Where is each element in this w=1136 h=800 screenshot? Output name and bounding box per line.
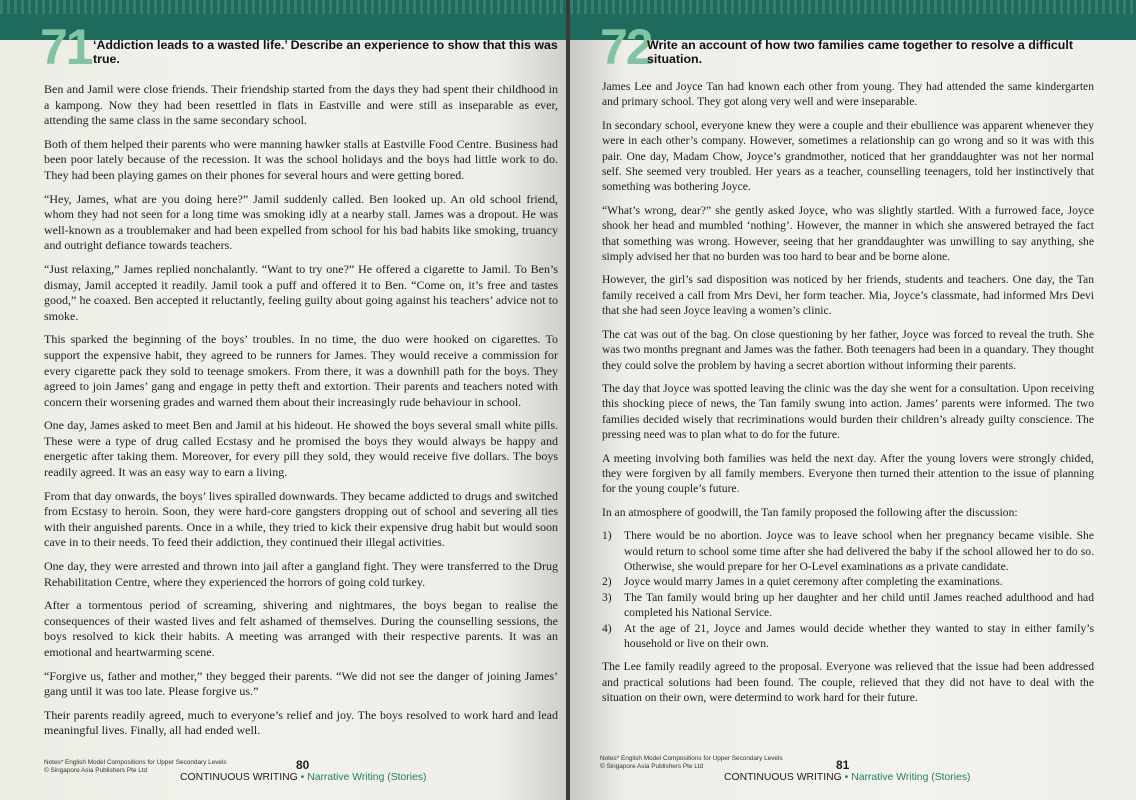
list-item-text: Joyce would marry James in a quiet ceremony after completing the examinations. [624,575,1003,589]
copyright-note: © Singapore Asia Publishers Pte Ltd [600,763,704,770]
section-bullet: • [300,772,305,783]
list-item [602,621,1094,652]
paragraph: Both of them helped their parents who were manning hawker stalls at Eastville Food Centre. Business had been poor lately because of the recession. It was the school holidays and the boys had little work to do. They had been playing games on their phones for several hours and were getting bored. [44,136,558,182]
paragraph: James Lee and Joyce Tan had known each other from young. They had attended the same kindergarten and primary school. They got along very well and were inseparable. [602,80,1094,109]
paragraph: “Forgive us, father and mother,” they begged their parents. “We did not see the danger of joining James’ gang until it was too late. Please forgive us.” [44,668,558,699]
section-sub: Narrative Writing (Stories) [851,772,971,783]
paragraph: Their parents readily agreed, much to everyone’s relief and joy. The boys resolved to work hard and lead meaningful lives. Finally, all had ended well. [44,707,558,738]
paragraph: After a tormentous period of screaming, shivering and nightmares, the boys began to realise the consequences of their wasted lives and felt ashamed of themselves. During the counselling sessions, the boys resolved to kick their habits. A meeting was arranged with their respective parents. It was an emotional and heartwarming scene. [44,598,558,659]
list-item [602,590,1094,621]
paragraph: In an atmosphere of goodwill, the Tan family proposed the following after the discussion: [602,505,1018,519]
list-marker: 1) [602,529,612,543]
paragraph: The cat was out of the bag. On close questioning by her father, Joyce was forced to reveal the truth. She was two months pregnant and James was the father. Both teenagers had been in a quandary. They thought they could solve the problem by having a secret abortion without informing their parents. [602,327,1094,372]
paragraph: “What’s wrong, dear?” she gently asked Joyce, who was slightly startled. With a furrowed face, Joyce shook her head and mumbled ‘nothing’. However, the manner in which she answered betrayed the fact that something was wrong. However, seeing that her granddaughter was unwilling to say anything, she simply advised her that no burden was too hard to bear and be borne alone. [602,203,1094,264]
paragraph: “Just relaxing,” James replied nonchalantly. “Want to try one?” He offered a cigarette to Jamil. To Ben’s dismay, Jamil accepted it readily. Jamil took a puff and offered it to Ben. “Come on, it’s free and tastes good,” he coaxed. Ben accepted it reluctantly, feeling guilty about going against his teachers’ advice not to smoke. [44,261,558,323]
composition-number: 72 [600,19,652,75]
list-item-text: There would be no abortion. Joyce was to leave school when her pregnancy became visible. She would return to school some time after she had delivered the baby if the school allowed her to do so. Otherwise, she would prepare for her O-Level examinations as a private candidate. [624,529,1094,573]
book-title-note: Notes* English Model Compositions for Upper Secondary Levels [44,759,227,766]
composition-body [602,79,1094,714]
paragraph: In secondary school, everyone knew they were a couple and their ebullience was apparent whenever they were in each other’s company. However, sometimes a relationship can go wrong and so it was with this pair. One day, Madam Chow, Joyce’s grandmother, noticed that her granddaughter was not her normal self. She seemed very troubled. Her years as a teacher, counselling teenagers, told her instinctively that something was bothering Joyce. [602,118,1094,194]
list-item [602,574,1094,589]
paragraph: The day that Joyce was spotted leaving the clinic was the day she went for a consultation. Upon receiving this shocking piece of news, the Tan family swung into action. James’ parents were informed. The two families decided wisely that recriminations would burden their children’s already guilty conscience. The pressing need was to plan what to do for the future. [602,381,1094,442]
paragraph: The Lee family readily agreed to the proposal. Everyone was relieved that the issue had been addressed and practical solutions had been found. The couple, relieved that they did not have to deal with the situation on their own, were determind to work hard for their future. [602,660,1094,705]
section-label [180,772,427,783]
composition-number: 71 [40,19,92,75]
proposal-list [602,528,1094,651]
section-main: CONTINUOUS WRITING [724,772,842,783]
paragraph: “Hey, James, what are you doing here?” Jamil suddenly called. Ben looked up. An old school friend, whom they had not seen for a long time was smoking idly at a nearby stall. James was a dropout. He was well-known as a troublemaker and had been expelled from school for his bad habits like smoking, truancy and outright defiance towards teachers. [44,191,558,253]
list-item [602,528,1094,574]
section-main: CONTINUOUS WRITING [180,772,298,783]
list-marker: 4) [602,621,612,635]
section-sub: Narrative Writing (Stories) [307,772,427,783]
list-marker: 2) [602,575,612,589]
header-band [570,0,1136,40]
left-page [0,0,566,800]
paragraph: However, the girl’s sad disposition was noticed by her friends, students and teachers. One day, the Tan family received a call from Mrs Devi, her form teacher. Mia, Joyce’s classmate, had informed Mrs Devi that she had seen Joyce leaving a women’s clinic. [602,273,1094,318]
composition-question: Write an account of how two families came together to resolve a difficult situation. [647,38,1073,66]
page-number: 80 [296,758,310,772]
paragraph: From that day onwards, the boys’ lives spiralled downwards. They became addicted to drugs and switched from Ecstasy to heroin. Soon, they were hard-core gangsters dropping out of school and severing all ties with their anguished parents. Once in a while, they tried to kick their expensive drug habit but would soon cave in to their needs. To feed their addiction, they continued their illegal activities. [44,488,558,550]
paragraph: A meeting involving both families was held the next day. After the young lovers were strongly chided, they were forgiven by all family members. Everyone then turned their attention to the issue of planning for the young couple’s future. [602,451,1094,496]
paragraph: One day, they were arrested and thrown into jail after a gangland fight. They were transferred to the Drug Rehabilitation Centre, where they experienced the horrors of going cold turkey. [44,559,558,589]
list-item-text: The Tan family would bring up her daughter and her child until James reached adulthood and had completed his National Service. [624,590,1094,620]
paragraph: One day, James asked to meet Ben and Jamil at his hideout. He showed the boys several small white pills. These were a type of drug called Ecstasy and he promised the boys they would always be happy and energetic after taking them. Moreover, for every pill they sold, they would receive five dollars. The boys readily agreed. It was an easy way to earn a living. [44,418,558,480]
copyright-note: © Singapore Asia Publishers Pte Ltd [44,767,148,774]
composition-body [44,82,558,747]
right-page [570,0,1136,800]
section-bullet: • [844,772,849,783]
list-item-text: At the age of 21, Joyce and James would decide whether they wanted to stay in either family’s household or live on their own. [624,621,1094,650]
page-number: 81 [836,758,850,772]
list-marker: 3) [602,590,612,604]
paragraph: This sparked the beginning of the boys’ troubles. In no time, the duo were hooked on cigarettes. To support the expensive habit, they agreed to be runners for James. They would receive a commission for every cigarette pack they sold to teenage smokers. From there, it was a downhill path for the boys. They agreed to join James’ gang and engage in petty theft and extortion. Their parents and teachers noted with concern their worsening grades and warned them about their increasingly rude behaviour in school. [44,332,558,409]
composition-question: ‘Addiction leads to a wasted life.’ Describe an experience to show that this was true. [93,38,558,66]
section-label [724,772,971,783]
paragraph: Ben and Jamil were close friends. Their friendship started from the days they had spent their childhood in a kampong. Now they had been resettled in flats in Eastville and were still as inseparable as ever, attending the same class in the same secondary school. [44,82,558,128]
publisher-note [600,755,783,771]
book-title-note: Notes* English Model Compositions for Upper Secondary Levels [600,755,783,762]
